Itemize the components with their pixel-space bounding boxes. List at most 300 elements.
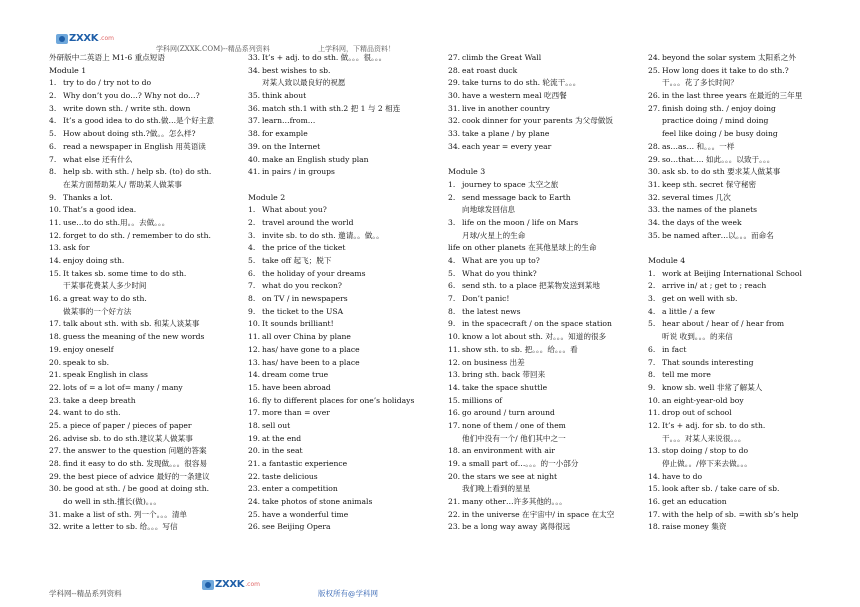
phrase-item xyxy=(448,382,644,395)
item-text: arrive in/ at ; get to ; reach xyxy=(662,281,767,291)
item-text: an environment with air xyxy=(462,446,555,456)
item-text: How about doing sth.?做。。怎么样? xyxy=(63,129,196,139)
item-number: 38. xyxy=(248,129,261,139)
item-number: 7. xyxy=(448,294,456,304)
item-text: look after sb. / take care of sb. xyxy=(662,484,780,494)
item-text: several times 几次 xyxy=(662,192,731,202)
item-number: 31. xyxy=(448,103,461,113)
phrase-item xyxy=(248,128,444,141)
item-text: best wishes to sb. xyxy=(262,65,331,75)
item-text: a small part of…。。。的一小部分 xyxy=(462,459,579,468)
item-text: It’s + adj. for sb. to do sth. xyxy=(662,420,766,430)
phrase-item xyxy=(648,65,844,78)
phrase-item xyxy=(448,344,644,357)
item-number: 35. xyxy=(248,91,261,101)
item-number: 4. xyxy=(648,306,656,316)
item-number: 35. xyxy=(648,230,661,240)
logo-suffix: .com xyxy=(245,581,260,588)
item-text: learn…from… xyxy=(262,116,316,126)
item-number: 1. xyxy=(248,205,256,215)
item-text: 干。。。对某人来说很。。。 xyxy=(662,433,746,443)
item-number: 13. xyxy=(248,357,261,367)
item-text: 外研版中二英语上 M1-6 重点短语 xyxy=(49,53,165,62)
item-number: 34. xyxy=(648,217,661,227)
phrase-item xyxy=(448,268,644,281)
item-number: 19. xyxy=(49,344,62,354)
item-number: 12. xyxy=(448,357,461,367)
item-number: 32. xyxy=(648,192,661,202)
phrase-item xyxy=(49,166,245,179)
footer-left: 学科网--精品系列资料 xyxy=(49,589,122,598)
phrase-item xyxy=(648,179,844,192)
phrase-item xyxy=(448,369,644,382)
zxxk-logo xyxy=(56,33,114,44)
phrase-item xyxy=(648,204,844,217)
item-text: as…as… 和。。。一样 xyxy=(662,141,735,151)
phrase-item xyxy=(248,344,444,357)
item-number: 27. xyxy=(49,446,62,456)
phrase-item xyxy=(248,65,444,78)
item-number: 26. xyxy=(648,91,661,101)
item-text: use…to do sth.用。。去做。。。 xyxy=(63,217,170,227)
phrase-item xyxy=(648,509,844,522)
item-text: show sth. to sb. 把。。。给。。。看 xyxy=(462,344,578,354)
item-text: live in another country xyxy=(462,103,550,113)
item-number: 40. xyxy=(248,154,261,164)
item-number: 5. xyxy=(448,268,456,278)
item-text: How long does it take to do sth.? xyxy=(662,65,789,75)
item-text: go around / turn around xyxy=(462,408,555,418)
phrase-item xyxy=(648,471,844,484)
item-number: 33. xyxy=(448,129,461,139)
item-text: none of them / one of them xyxy=(462,420,566,430)
item-text: practice doing / mind doing xyxy=(662,116,769,126)
phrase-item xyxy=(648,483,844,496)
item-number: 39. xyxy=(248,141,261,151)
item-text: have a wonderful time xyxy=(262,509,349,519)
header-slogan: 上学科网，下精品资料！ xyxy=(318,45,395,53)
phrase-item xyxy=(248,217,444,230)
phrase-item xyxy=(49,217,245,230)
phrase-item xyxy=(49,204,245,217)
item-number: 2. xyxy=(248,217,256,227)
item-text: 向地球发回信息 xyxy=(462,205,516,215)
item-number: 7. xyxy=(248,281,256,291)
item-text: get on well with sb. xyxy=(662,294,738,304)
phrase-item xyxy=(248,433,444,446)
item-number: 33. xyxy=(248,53,261,62)
item-text: a great way to do sth. xyxy=(63,294,147,304)
phrase-item xyxy=(248,103,444,116)
item-number: 18. xyxy=(248,420,261,430)
item-text: 干。。。花了多长时间？ xyxy=(662,78,738,88)
item-number: 15. xyxy=(248,382,261,392)
item-number: 9. xyxy=(648,382,656,392)
phrase-item xyxy=(448,407,644,420)
item-number: 8. xyxy=(448,306,456,316)
item-text: millions of xyxy=(462,395,503,405)
phrase-item xyxy=(448,77,644,90)
spacer xyxy=(248,179,444,192)
phrase-item xyxy=(648,318,844,331)
item-number: 7. xyxy=(49,154,57,164)
logo-icon xyxy=(56,34,68,44)
item-number: 10. xyxy=(49,205,62,215)
phrase-item xyxy=(49,407,245,420)
phrase-item xyxy=(49,318,245,331)
item-text: Module 3 xyxy=(448,167,486,177)
phrase-item xyxy=(248,331,444,344)
item-number: 9. xyxy=(49,192,57,202)
item-number: 5. xyxy=(49,129,57,139)
item-number: 18. xyxy=(448,446,461,456)
item-text: take a deep breath xyxy=(63,395,136,405)
item-number: 24. xyxy=(248,497,261,507)
item-number: 25. xyxy=(49,420,62,430)
phrase-item xyxy=(49,192,245,205)
item-text: It takes sb. some time to do sth. xyxy=(63,268,187,278)
phrase-item xyxy=(248,357,444,370)
logo-icon xyxy=(202,580,214,590)
item-number: 21. xyxy=(448,497,461,507)
item-number: 26. xyxy=(49,433,62,443)
phrase-item xyxy=(448,357,644,370)
item-number: 18. xyxy=(648,522,661,532)
phrase-item xyxy=(448,115,644,128)
item-text: finish doing sth. / enjoy doing xyxy=(662,103,776,113)
phrase-item xyxy=(248,306,444,319)
item-text: talk about sth. with sb. 和某人谈某事 xyxy=(63,319,200,329)
item-number: 20. xyxy=(448,471,461,481)
item-text: on the Internet xyxy=(262,141,321,151)
item-number: 10. xyxy=(448,332,461,342)
item-number: 3. xyxy=(648,294,656,304)
item-number: 27. xyxy=(448,53,461,62)
phrase-item xyxy=(49,179,245,192)
item-text: speak English in class xyxy=(63,370,148,380)
item-text: beyond the solar system 太阳系之外 xyxy=(662,53,796,62)
item-text: Thanks a lot. xyxy=(63,192,113,202)
phrase-item xyxy=(648,293,844,306)
item-number: 31. xyxy=(648,179,661,189)
phrase-item xyxy=(49,77,245,90)
item-number: 8. xyxy=(248,294,256,304)
item-text: What are you up to? xyxy=(462,256,540,265)
item-number: 1. xyxy=(49,78,57,88)
phrase-item xyxy=(448,204,644,217)
phrase-item xyxy=(49,103,245,116)
item-text: more than = over xyxy=(262,408,330,418)
item-number: 17. xyxy=(648,509,661,519)
item-text: the names of the planets xyxy=(662,205,758,215)
phrase-item xyxy=(49,242,245,255)
item-number: 8. xyxy=(49,167,57,177)
item-text: What about you? xyxy=(262,205,327,215)
phrase-item xyxy=(49,483,245,496)
phrase-item xyxy=(648,433,844,446)
logo-text: ZXXK xyxy=(215,579,245,590)
item-text: raise money 集资 xyxy=(662,522,727,532)
item-number: 13. xyxy=(49,243,62,253)
item-number: 29. xyxy=(648,154,661,164)
item-number: 24. xyxy=(49,408,62,418)
item-text: many other…许多其他的。。。 xyxy=(462,497,567,507)
item-number: 23. xyxy=(49,395,62,405)
item-text: match sth.1 with sth.2 把 1 与 2 相连 xyxy=(262,103,401,113)
phrase-item xyxy=(648,496,844,509)
item-text: forget to do sth. / remember to do sth. xyxy=(63,230,211,240)
item-text: ask sb. to do sth 要求某人做某事 xyxy=(662,167,781,177)
phrase-item xyxy=(49,306,245,319)
item-number: 2. xyxy=(648,281,656,291)
phrase-item xyxy=(448,521,644,534)
column-4 xyxy=(648,52,844,534)
item-number: 11. xyxy=(448,344,461,354)
phrase-item xyxy=(248,382,444,395)
item-number: 11. xyxy=(248,332,261,342)
item-text: bring sth. back 带回来 xyxy=(462,370,546,380)
phrase-item xyxy=(648,230,844,243)
item-text: That’s a good idea. xyxy=(63,205,137,215)
item-number: 8. xyxy=(648,370,656,380)
item-number: 14. xyxy=(49,256,62,265)
item-number: 27. xyxy=(648,103,661,113)
phrase-item xyxy=(49,395,245,408)
phrase-item xyxy=(248,242,444,255)
phrase-item xyxy=(49,128,245,141)
phrase-item xyxy=(648,382,844,395)
phrase-item xyxy=(49,458,245,471)
phrase-item xyxy=(248,318,444,331)
item-number: 21. xyxy=(49,370,62,380)
phrase-item xyxy=(448,141,644,154)
item-number: 20. xyxy=(49,357,62,367)
phrase-item xyxy=(49,90,245,103)
phrase-item xyxy=(648,445,844,458)
phrase-item xyxy=(448,509,644,522)
item-text: know sb. well 非常了解某人 xyxy=(662,382,763,392)
item-text: speak to sb. xyxy=(63,357,110,367)
phrase-item xyxy=(448,280,644,293)
phrase-item xyxy=(448,318,644,331)
module-heading xyxy=(49,65,245,78)
phrase-item xyxy=(448,217,644,230)
item-text: in fact xyxy=(662,344,687,354)
item-number: 30. xyxy=(49,484,62,494)
phrase-item xyxy=(648,268,844,281)
phrase-item xyxy=(448,483,644,496)
item-text: Module 4 xyxy=(648,256,686,265)
item-text: Module 2 xyxy=(248,192,286,202)
phrase-item xyxy=(49,420,245,433)
phrase-item xyxy=(248,230,444,243)
item-number: 13. xyxy=(648,446,661,456)
item-number: 2. xyxy=(49,91,57,101)
item-text: read a newspaper in English 用英语读 xyxy=(63,141,206,151)
phrase-item xyxy=(49,382,245,395)
item-text: has/ have gone to a place xyxy=(262,344,360,354)
item-number: 3. xyxy=(448,217,456,227)
phrase-item xyxy=(248,407,444,420)
item-text: Why don’t you do…? Why not do…? xyxy=(63,91,200,101)
phrase-item xyxy=(448,458,644,471)
item-text: what else 还有什么 xyxy=(63,154,133,164)
item-text: in the spacecraft / on the space station xyxy=(462,319,612,329)
phrase-item xyxy=(248,280,444,293)
item-text: stop doing / stop to do xyxy=(662,446,749,456)
item-number: 13. xyxy=(448,370,461,380)
item-text: take the space shuttle xyxy=(462,382,548,392)
item-number: 12. xyxy=(248,344,261,354)
item-text: climb the Great Wall xyxy=(462,53,542,62)
footer-logo xyxy=(202,579,260,590)
phrase-item xyxy=(648,192,844,205)
phrase-item xyxy=(248,509,444,522)
item-text: has/ have been to a place xyxy=(262,357,360,367)
phrase-item xyxy=(49,521,245,534)
phrase-item xyxy=(448,445,644,458)
phrase-item xyxy=(248,77,444,90)
item-text: life on other planets 在其他星球上的生命 xyxy=(448,243,597,253)
item-text: That sounds interesting xyxy=(662,357,754,367)
item-number: 36. xyxy=(248,103,261,113)
phrase-item xyxy=(248,154,444,167)
phrase-item xyxy=(448,395,644,408)
phrase-item xyxy=(648,52,844,65)
column-2 xyxy=(248,52,444,534)
item-text: 做某事的一个好方法 xyxy=(63,306,132,316)
item-text: the days of the week xyxy=(662,217,742,227)
item-number: 33. xyxy=(648,205,661,215)
item-number: 9. xyxy=(448,319,456,329)
item-text: 对某人致以最良好的祝愿 xyxy=(262,78,346,88)
item-number: 6. xyxy=(648,344,656,354)
item-text: cook dinner for your parents 为父母做饭 xyxy=(462,116,613,126)
item-number: 11. xyxy=(648,408,661,418)
item-text: write down sth. / write sth. down xyxy=(63,103,191,113)
phrase-item xyxy=(49,357,245,370)
phrase-item xyxy=(648,458,844,471)
item-text: help sb. with sth. / help sb. (to) do sth. xyxy=(63,167,212,177)
item-number: 3. xyxy=(49,103,57,113)
item-text: have been abroad xyxy=(262,382,331,392)
item-text: get an education xyxy=(662,497,727,507)
phrase-item xyxy=(248,255,444,268)
item-number: 4. xyxy=(448,256,456,265)
item-number: 25. xyxy=(248,509,261,519)
item-text: want to do sth. xyxy=(63,408,121,418)
item-text: the holiday of your dreams xyxy=(262,268,366,278)
item-number: 23. xyxy=(248,484,261,494)
item-text: 听说 收到。。。的来信 xyxy=(662,332,733,342)
phrase-item xyxy=(248,420,444,433)
module-heading xyxy=(648,255,844,268)
phrase-item xyxy=(248,471,444,484)
item-number: 32. xyxy=(49,522,62,532)
phrase-item xyxy=(248,445,444,458)
item-text: take photos of stone animals xyxy=(262,497,373,507)
item-text: drop out of school xyxy=(662,408,732,418)
item-text: in the seat xyxy=(262,446,303,456)
phrase-item xyxy=(248,395,444,408)
item-text: make a list of sth. 列一个。。。清单 xyxy=(63,509,188,519)
item-text: Module 1 xyxy=(49,65,87,75)
phrase-item xyxy=(248,458,444,471)
item-number: 17. xyxy=(448,420,461,430)
item-number: 1. xyxy=(648,268,656,278)
item-text: see Beijing Opera xyxy=(262,522,331,532)
item-text: It’s + adj. to do sth. 做。。。很。。。 xyxy=(262,53,387,62)
item-number: 29. xyxy=(448,78,461,88)
item-number: 15. xyxy=(49,268,62,278)
item-text: enter a competition xyxy=(262,484,338,494)
item-number: 31. xyxy=(49,509,62,519)
phrase-item xyxy=(248,293,444,306)
phrase-item xyxy=(248,115,444,128)
item-text: think about xyxy=(262,91,307,101)
phrase-item xyxy=(49,445,245,458)
phrase-item xyxy=(648,357,844,370)
item-text: an eight-year-old boy xyxy=(662,395,744,405)
phrase-item xyxy=(648,369,844,382)
phrase-item xyxy=(248,204,444,217)
item-text: so…that…. 如此。。。以致于。。。 xyxy=(662,154,775,164)
item-text: the latest news xyxy=(462,306,521,316)
item-text: on TV / in newspapers xyxy=(262,294,348,304)
item-text: each year = every year xyxy=(462,141,552,151)
item-number: 17. xyxy=(49,319,62,329)
item-number: 18. xyxy=(49,332,62,342)
item-number: 34. xyxy=(248,65,261,75)
item-text: 他们中没有一个/ 他们其中之一 xyxy=(462,433,566,443)
phrase-item xyxy=(49,255,245,268)
header-site-label: 学科网(ZXXK.COM)--精品系列资料 xyxy=(156,45,270,53)
phrase-item xyxy=(49,230,245,243)
phrase-item xyxy=(448,255,644,268)
item-text: eat roast duck xyxy=(462,65,518,75)
item-text: send message back to Earth xyxy=(462,192,571,202)
phrase-item xyxy=(248,141,444,154)
phrase-item xyxy=(648,331,844,344)
item-text: enjoy oneself xyxy=(63,344,114,354)
item-number: 2. xyxy=(448,192,456,202)
phrase-item xyxy=(648,141,844,154)
phrase-item xyxy=(49,141,245,154)
phrase-item xyxy=(448,65,644,78)
phrase-item xyxy=(648,90,844,103)
item-text: on business 出差 xyxy=(462,357,525,367)
item-text: enjoy doing sth. xyxy=(63,256,125,265)
phrase-item xyxy=(448,496,644,509)
item-number: 16. xyxy=(648,497,661,507)
item-number: 6. xyxy=(248,268,256,278)
item-number: 7. xyxy=(648,357,656,367)
item-text: do well in sth.擅长(做)。。。 xyxy=(63,497,161,507)
item-text: What do you think? xyxy=(462,268,537,278)
item-text: what do you reckon? xyxy=(262,281,342,291)
phrase-item xyxy=(448,420,644,433)
phrase-item xyxy=(448,52,644,65)
phrase-item xyxy=(648,154,844,167)
phrase-item xyxy=(648,128,844,141)
item-text: fly to different places for one’s holidays xyxy=(262,395,415,405)
item-text: tell me more xyxy=(662,370,711,380)
item-number: 19. xyxy=(448,459,461,468)
item-number: 6. xyxy=(49,141,57,151)
item-text: It’s a good idea to do sth.做…是个好主意 xyxy=(63,116,215,126)
column-3 xyxy=(448,52,644,534)
item-text: hear about / hear of / hear from xyxy=(662,319,785,329)
